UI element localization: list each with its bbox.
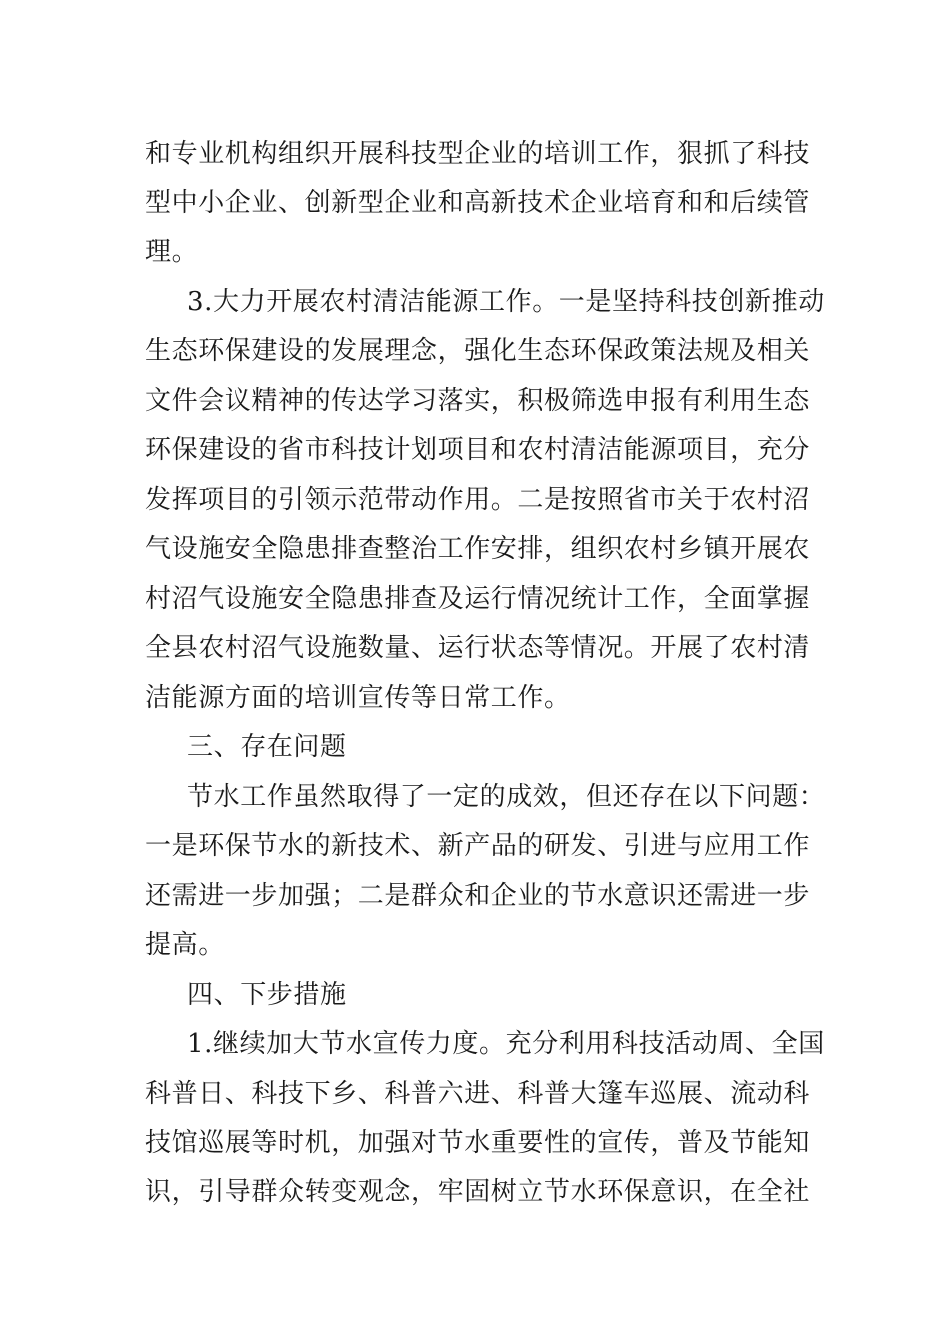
- paragraph-line: 节水工作虽然取得了一定的成效，但还存在以下问题：: [187, 782, 826, 812]
- paragraph-line: 科普日、科技下乡、科普六进、科普大篷车巡展、流动科: [145, 1079, 811, 1109]
- paragraph-line: 洁能源方面的培训宣传等日常工作。: [145, 683, 571, 713]
- paragraph-line: 村沼气设施安全隐患排查及运行情况统计工作，全面掌握: [145, 584, 811, 614]
- paragraph-line: 理。: [145, 237, 199, 267]
- paragraph-line: 还需进一步加强；二是群众和企业的节水意识还需进一步: [145, 881, 811, 911]
- paragraph-line: 发挥项目的引领示范带动作用。二是按照省市关于农村沼: [145, 485, 811, 515]
- paragraph-line: 文件会议精神的传达学习落实，积极筛选申报有利用生态: [145, 386, 811, 416]
- paragraph-line: 识，引导群众转变观念，牢固树立节水环保意识，在全社: [145, 1177, 811, 1207]
- paragraph-line: 型中小企业、创新型企业和高新技术企业培育和和后续管: [145, 188, 811, 218]
- paragraph-line: 3.大力开展农村清洁能源工作。一是坚持科技创新推动: [187, 287, 825, 317]
- paragraph-line: 一是环保节水的新技术、新产品的研发、引进与应用工作: [145, 831, 811, 861]
- paragraph-line: 1.继续加大节水宣传力度。充分利用科技活动周、全国: [187, 1029, 825, 1059]
- paragraph-line: 技馆巡展等时机，加强对节水重要性的宣传，普及节能知: [145, 1128, 811, 1158]
- section-heading: 四、下步措施: [187, 980, 347, 1010]
- section-heading: 三、存在问题: [187, 732, 347, 762]
- paragraph-line: 气设施安全隐患排查整治工作安排，组织农村乡镇开展农: [145, 534, 811, 564]
- paragraph-line: 全县农村沼气设施数量、运行状态等情况。开展了农村清: [145, 633, 811, 663]
- paragraph-line: 环保建设的省市科技计划项目和农村清洁能源项目，充分: [145, 435, 811, 465]
- paragraph-line: 和专业机构组织开展科技型企业的培训工作，狠抓了科技: [145, 139, 811, 169]
- paragraph-line: 生态环保建设的发展理念，强化生态环保政策法规及相关: [145, 336, 811, 366]
- paragraph-line: 提高。: [145, 930, 225, 960]
